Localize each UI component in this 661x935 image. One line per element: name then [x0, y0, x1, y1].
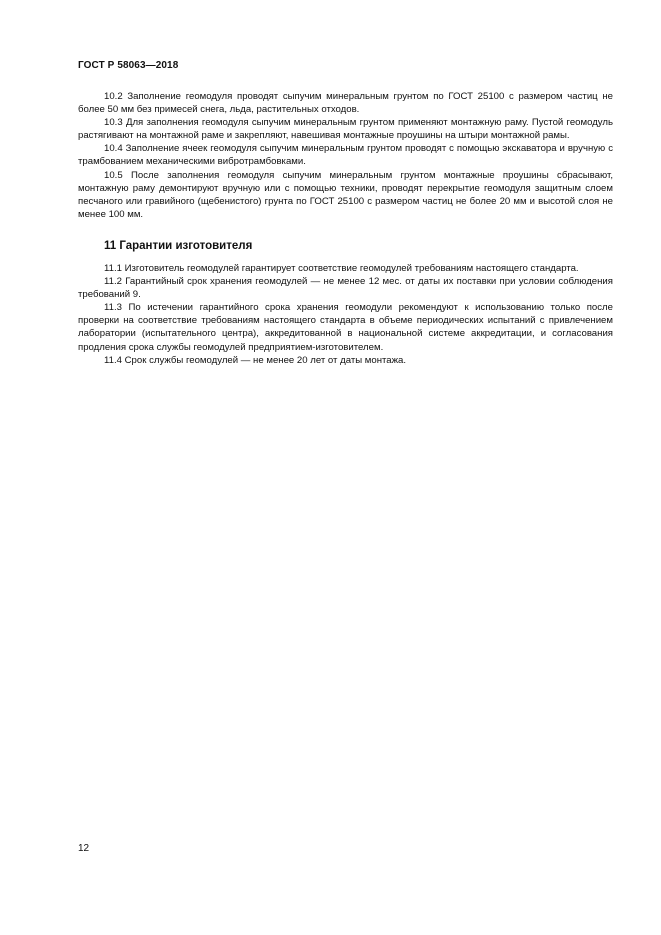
paragraph-11-2: 11.2 Гарантийный срок хранения геомодулей — не менее 12 мес. от даты их поставки при условии соблюдения требований 9.	[78, 276, 613, 301]
paragraph-11-1: 11.1 Изготовитель геомодулей гарантирует соответствие геомодулей требованиям настоящего стандарта.	[104, 262, 579, 274]
paragraph-10-4: 10.4 Заполнение ячеек геомодуля сыпучим минеральным грунтом проводят с помощью экскаватора и вручную с трамбованием механическими вибротрамбовками.	[78, 143, 613, 168]
document-body	[78, 90, 613, 367]
paragraph-10-3: 10.3 Для заполнения геомодуля сыпучим минеральным грунтом применяют монтажную раму. Пустой геомодуль растягивают на монтажной раме и закрепляют, навешивая монтажные проушины на штыри монтажной рамы.	[78, 117, 613, 142]
page-number: 12	[78, 843, 90, 854]
document-header: ГОСТ Р 58063—2018	[78, 60, 179, 71]
paragraph-11-3: 11.3 По истечении гарантийного срока хранения геомодули рекомендуют к использованию только после проверки на соответствие требованиям настоящего стандарта в объеме периодических испытаний с привлечением лаборатории (испытательного центра), аккредитованной в национальной системе аккредитации, и согласования продления срока службы геомодулей предприятием-изготовителем.	[78, 302, 613, 353]
paragraph-11-4: 11.4 Срок службы геомодулей — не менее 20 лет от даты монтажа.	[104, 354, 407, 366]
paragraph-10-2: 10.2 Заполнение геомодуля проводят сыпучим минеральным грунтом по ГОСТ 25100 с размером частиц не более 50 мм без примесей снега, льда, растительных отходов.	[78, 91, 613, 116]
section-11-heading: 11 Гарантии изготовителя	[104, 239, 253, 252]
paragraph-10-5: 10.5 После заполнения геомодуля сыпучим минеральным грунтом монтажные проушины сбрасывают, монтажную раму демонтируют вручную или с помощью техники, проводят перекрытие геомодуля защитным слоем песчаного или гравийного (щебенистого) грунта по ГОСТ 25100 с размером частиц не более 20 мм и высотой слоя не менее 100 мм.	[78, 169, 613, 220]
